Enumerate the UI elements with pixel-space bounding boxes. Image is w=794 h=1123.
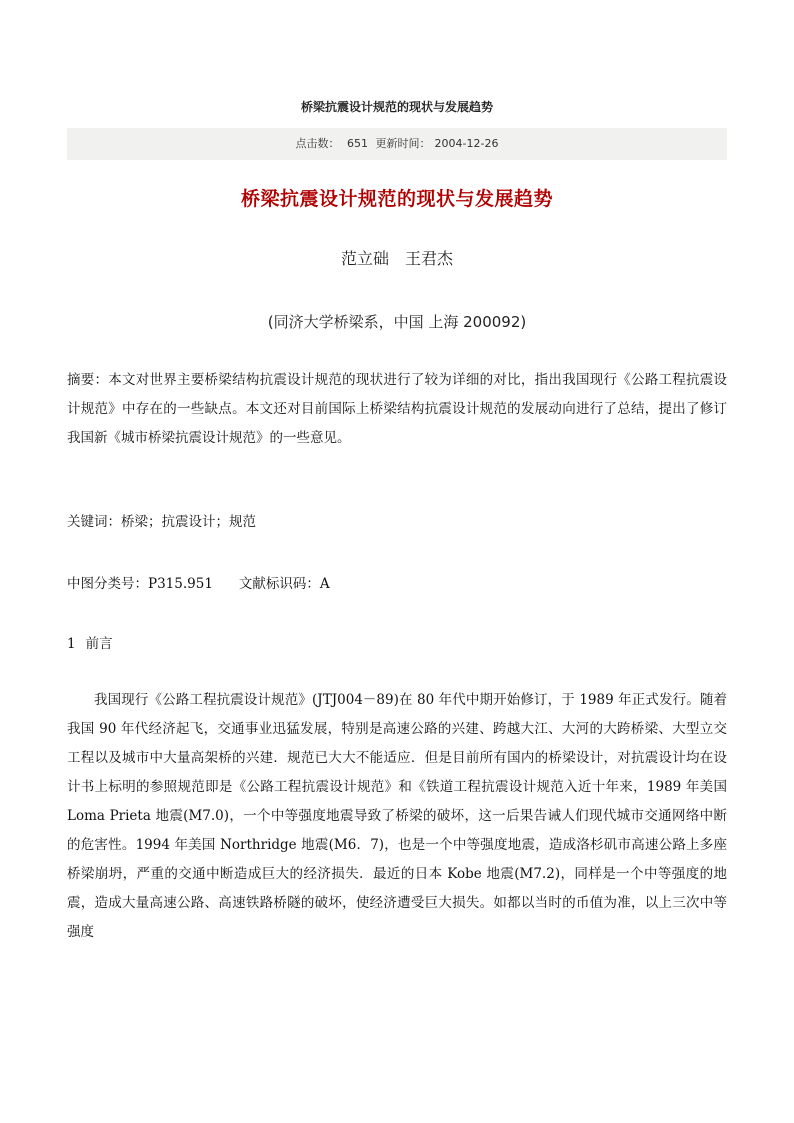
abstract: 摘要：本文对世界主要桥梁结构抗震设计规范的现状进行了较为详细的对比，指出我国现行《公路工程抗震设计规范》中存在的一些缺点。本文还对目前国际上桥梁结构抗震设计规范的发展动向进行了总结，提出了修订我国新《城市桥梁抗震设计规范》的一些意见。 [67,372,727,446]
section-number: 1 [67,636,76,652]
article-title: 桥梁抗震设计规范的现状与发展趋势 [240,188,553,210]
classification-line [67,570,727,599]
authors [0,246,794,269]
section-heading [67,630,727,659]
author-name: 范立础 [340,249,389,268]
updated-value: 2004-12-26 [434,137,499,150]
classification-number: 中图分类号：P315.951 [67,576,213,592]
author-name: 王君杰 [405,249,454,268]
section-title: 前言 [85,636,113,652]
page-header-title: 桥梁抗震设计规范的现状与发展趋势 [300,100,493,114]
keywords: 关键词：桥梁；抗震设计；规范 [67,514,256,530]
clicks-value: 651 [347,137,369,150]
document-code: 文献标识码：A [238,576,330,592]
updated-label: 更新时间： [375,137,431,150]
intro-paragraph [67,686,727,947]
affiliation: (同济大学桥梁系，中国 上海 200092) [267,313,527,331]
clicks-label: 点击数： [295,137,340,150]
meta-bar [67,128,727,160]
paragraph-text: 我国现行《公路工程抗震设计规范》(JTJ004－89)在 80 年代中期开始修订，于 1989 年正式发行。随着我国 90 年代经济起飞，交通事业迅猛发展，特别是高速公路的兴建、跨越大江、大河的大跨桥梁、大型立交工程以及城市中大量高架桥的兴建．规范已大大不能适应．但是目前所有国内的桥梁设计，对抗震设计均在设计书上标明的参照规范即是《公路工程抗震设计规范》和《铁道工程抗震设计规范入近十年来，1989 年美国 Loma Prieta 地震(M7.0)，一个中等强度地震导致了桥梁的破坏，这一后果告诫人们现代城市交通网络中断的危害性。1994 年美国 Northridge 地震(M6．7)，也是一个中等强度地震，造成洛杉矶市高速公路上多座桥梁崩坍，严重的交通中断造成巨大的经济损失．最近的日本 Kobe 地震(M7.2)，同样是一个中等强度的地震，造成大量高速公路、高速铁路桥隧的破坏，使经济遭受巨大损失。如都以当时的币值为准，以上三次中等强度 [67,692,727,940]
